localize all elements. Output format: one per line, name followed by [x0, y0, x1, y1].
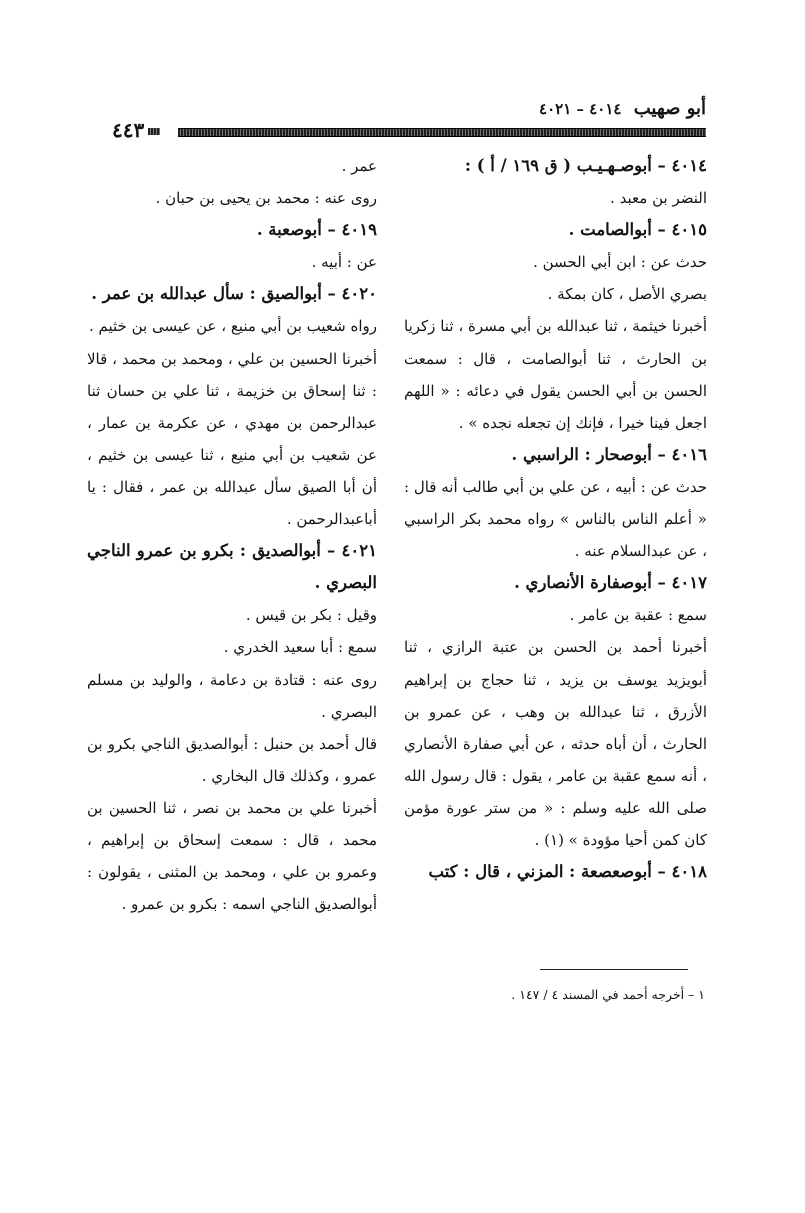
- entry-text: روى عنه : قتادة بن دعامة ، والوليد بن مسلم البصري .: [87, 670, 377, 721]
- entry-heading: ٤٠١٩ – أبوصعبة .: [256, 220, 377, 240]
- header-rule: [178, 128, 706, 137]
- entry-text: سمع : عقبة بن عامر .: [569, 606, 707, 625]
- header-title-text: أبو صهيب: [633, 98, 706, 119]
- entry-heading: ٤٠١٤ – أبوصـهـيـب ( ق ١٦٩ / أ ) :: [464, 156, 707, 175]
- entry-text: حدث عن : ابن أبي الحسن .: [533, 253, 707, 272]
- footnote-separator: [540, 969, 688, 970]
- entry-text: أخبرنا الحسين بن علي ، ومحمد بن محمد ، قالا : ثنا إسحاق بن خزيمة ، ثنا علي بن حسان ثنا عبدالرحمن بن مهدي ، عن عكرمة بن عمار ، عن شعيب بن أبي منيع ، ثنا عيسى بن خثيم ، أن أبا الصيق سأل عبدالله بن عمر ، فقال : يا أباعبدالرحمن .: [87, 349, 377, 529]
- entry-heading: ٤٠١٥ – أبوالصامت .: [568, 220, 707, 240]
- left-column: [87, 150, 377, 920]
- entry-heading: ٤٠١٦ – أبوصحار : الراسبي .: [511, 444, 707, 464]
- entry-text: سمع : أبا سعيد الخدري .: [223, 638, 377, 657]
- entry-text: حدث عن : أبيه ، عن علي بن أبي طالب أنه قال : « أعلم الناس بالناس » رواه محمد بكر الراسبي ، عن عبدالسلام عنه .: [404, 477, 707, 561]
- entry-text: النضر بن معبد .: [610, 189, 707, 208]
- right-column: [404, 150, 707, 888]
- entry-heading: ٤٠١٧ – أبوصفارة الأنصاري .: [514, 573, 707, 593]
- entry-text: عن : أبيه .: [311, 253, 377, 272]
- entry-range: ٤٠١٤ – ٤٠٢١: [539, 100, 622, 118]
- entry-text: بصري الأصل ، كان بمكة .: [547, 285, 707, 304]
- entry-heading: ٤٠٢٠ – أبوالصيق : سأل عبدالله بن عمر .: [91, 284, 377, 304]
- entry-heading: ٤٠١٨ – أبوصعصعة : المزني ، قال : كتب: [428, 862, 707, 882]
- entry-text: رواه شعيب بن أبي منيع ، عن عيسى بن خثيم .: [88, 317, 377, 336]
- entry-text: عمر .: [341, 157, 377, 175]
- page-number: ٤٤٣: [112, 118, 160, 142]
- running-title: [539, 98, 706, 119]
- entry-text: وقيل : بكر بن قيس .: [245, 606, 377, 625]
- page-header: [112, 98, 706, 148]
- entry-text: روى عنه : محمد بن يحيى بن حبان .: [155, 189, 377, 208]
- entry-heading: ٤٠٢١ – أبوالصديق : بكرو بن عمرو الناجي البصري .: [87, 541, 377, 593]
- entry-text: أخبرنا خيثمة ، ثنا عبدالله بن أبي مسرة ، ثنا زكريا بن الحارث ، ثنا أبوالصامت ، قال : سمعت الحسن بن أبي الحسن يقول في دعائه : « اللهم اجعل فينا خيرا ، فإنك إن تجعله نجده » .: [404, 317, 707, 432]
- entry-text: أخبرنا أحمد بن الحسن بن عتبة الرازي ، ثنا أبويزيد يوسف بن يزيد ، ثنا حجاج بن إبراهيم الأزرق ، ثنا عبدالله بن وهب ، عن عمرو بن الحارث ، أن أباه حدثه ، عن أبي صفارة الأنصاري ، أنه سمع عقبة بن عامر ، يقول : قال رسول الله صلى الله عليه وسلم : « من ستر عورة مؤمن كان كمن أحيا مؤودة » (١) .: [404, 638, 707, 849]
- entry-text: قال أحمد بن حنبل : أبوالصديق الناجي بكرو بن عمرو ، وكذلك قال البخاري .: [87, 734, 377, 785]
- entry-text: أخبرنا علي بن محمد بن نصر ، ثنا الحسين بن محمد ، قال : سمعت إسحاق بن إبراهيم ، وعمرو بن علي ، ومحمد بن المثنى ، يقولون : أبوالصديق الناجي اسمه : بكرو بن عمرو .: [87, 798, 377, 914]
- footnote: ١ – أخرجه أحمد في المسند ٤ / ١٤٧ .: [511, 987, 705, 1002]
